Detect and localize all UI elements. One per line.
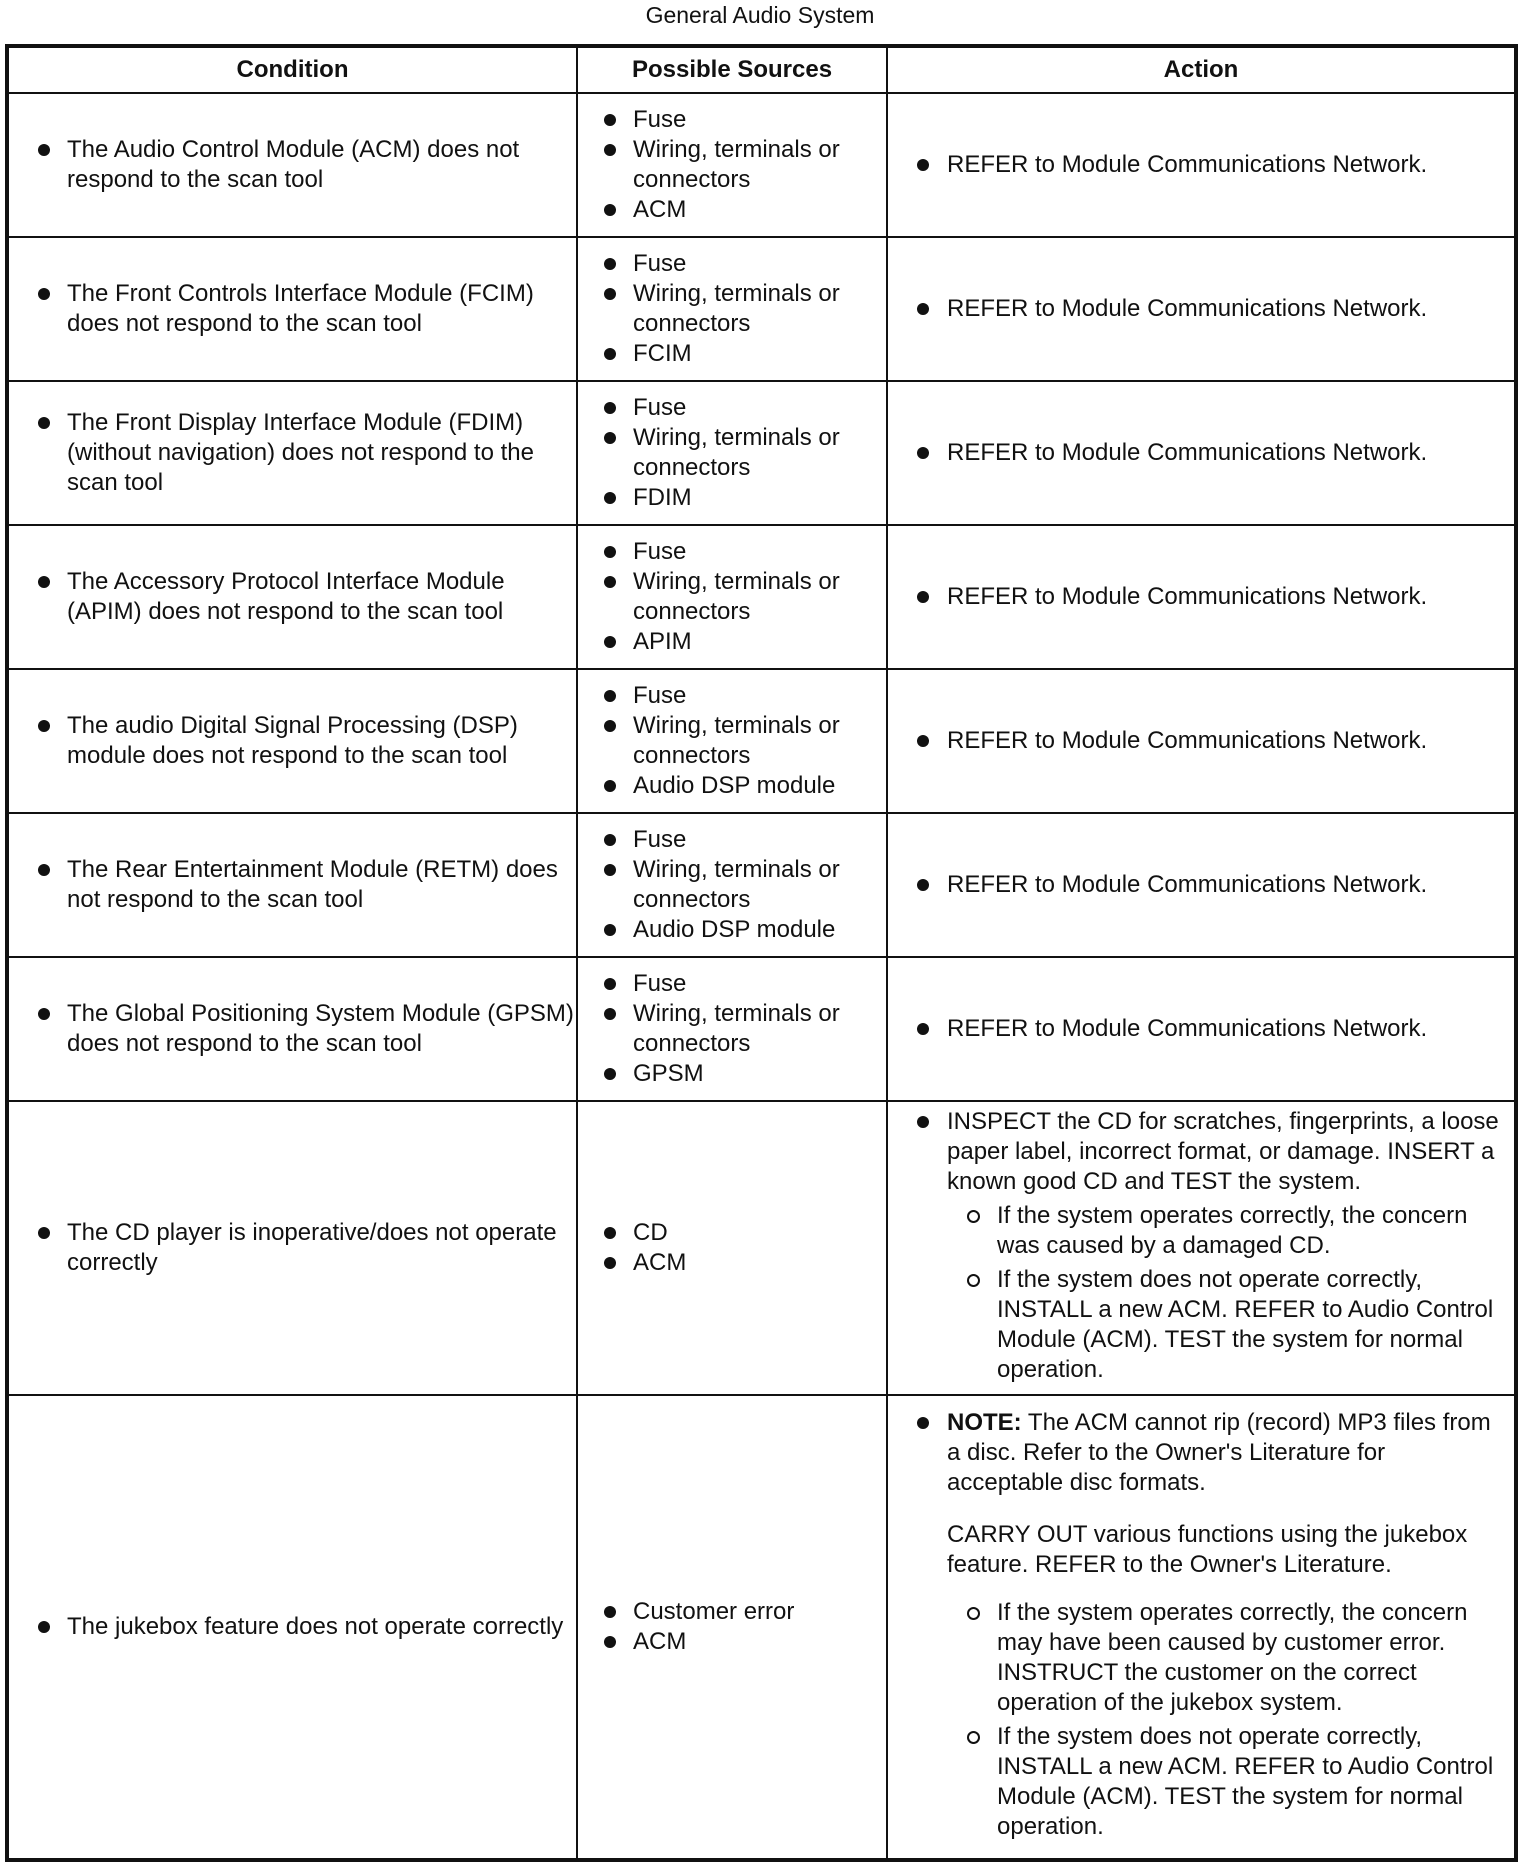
source-item: Wiring, terminals or connectors <box>579 999 885 1059</box>
source-item: FCIM <box>579 339 885 369</box>
diagnosis-table <box>5 44 1518 1862</box>
action-subitem: If the system does not operate correctly, INSTALL a new ACM. REFER to Audio Control Module (ACM). TEST the system for normal operation. <box>947 1722 1504 1842</box>
sources-cell <box>577 1395 887 1860</box>
source-item: Wiring, terminals or connectors <box>579 855 885 915</box>
action-text: REFER to Module Communications Network. <box>889 582 1504 612</box>
condition-text: The audio Digital Signal Processing (DSP) module does not respond to the scan tool <box>10 711 575 771</box>
condition-cell <box>7 93 577 237</box>
source-item: Audio DSP module <box>579 771 885 801</box>
condition-cell <box>7 1395 577 1860</box>
header-condition: Condition <box>7 46 577 93</box>
header-action: Action <box>887 46 1516 93</box>
condition-cell <box>7 525 577 669</box>
source-item: Fuse <box>579 969 885 999</box>
source-item: Wiring, terminals or connectors <box>579 567 885 627</box>
action-cell <box>887 957 1516 1101</box>
source-item: Fuse <box>579 825 885 855</box>
header-row <box>7 46 1516 93</box>
source-item: ACM <box>579 1627 885 1657</box>
condition-cell <box>7 1101 577 1395</box>
action-cell <box>887 237 1516 381</box>
note-label: NOTE: <box>947 1409 1022 1436</box>
source-item: CD <box>579 1218 885 1248</box>
source-item: Customer error <box>579 1597 885 1627</box>
sources-cell <box>577 813 887 957</box>
table-row <box>7 525 1516 669</box>
source-item: Fuse <box>579 105 885 135</box>
condition-text: The Front Display Interface Module (FDIM) (without navigation) does not respond to the scan tool <box>10 408 575 498</box>
sources-cell <box>577 957 887 1101</box>
table-row <box>7 669 1516 813</box>
condition-text: The Rear Entertainment Module (RETM) does not respond to the scan tool <box>10 855 575 915</box>
condition-text: The Global Positioning System Module (GPSM) does not respond to the scan tool <box>10 999 575 1059</box>
source-item: Wiring, terminals or connectors <box>579 279 885 339</box>
condition-text: The jukebox feature does not operate correctly <box>10 1612 575 1642</box>
action-cell <box>887 669 1516 813</box>
condition-cell <box>7 957 577 1101</box>
source-item: FDIM <box>579 483 885 513</box>
action-text: REFER to Module Communications Network. <box>889 1014 1504 1044</box>
table-row <box>7 93 1516 237</box>
source-item: Audio DSP module <box>579 915 885 945</box>
condition-cell <box>7 381 577 525</box>
action-subitem: If the system does not operate correctly, INSTALL a new ACM. REFER to Audio Control Module (ACM). TEST the system for normal operation. <box>947 1265 1504 1385</box>
action-text: REFER to Module Communications Network. <box>889 870 1504 900</box>
sources-cell <box>577 93 887 237</box>
action-subitem: If the system operates correctly, the concern may have been caused by customer error. INSTRUCT the customer on the correct operation of the jukebox system. <box>947 1598 1504 1718</box>
action-text: CARRY OUT various functions using the jukebox feature. REFER to the Owner's Literature. <box>947 1521 1468 1578</box>
table-row-jukebox <box>7 1395 1516 1860</box>
action-cell <box>887 813 1516 957</box>
table-row <box>7 957 1516 1101</box>
source-item: Fuse <box>579 393 885 423</box>
action-text: INSPECT the CD for scratches, fingerprints, a loose paper label, incorrect format, or damage. INSERT a known good CD and TEST the system. <box>947 1108 1499 1195</box>
source-item: Fuse <box>579 681 885 711</box>
sources-cell <box>577 669 887 813</box>
action-text: REFER to Module Communications Network. <box>889 438 1504 468</box>
sources-cell <box>577 525 887 669</box>
action-item <box>889 1107 1504 1385</box>
condition-text: The CD player is inoperative/does not operate correctly <box>10 1218 575 1278</box>
note-paragraph <box>947 1408 1504 1498</box>
condition-text: The Front Controls Interface Module (FCIM) does not respond to the scan tool <box>10 279 575 339</box>
sources-cell <box>577 1101 887 1395</box>
table-row <box>7 381 1516 525</box>
action-cell <box>887 381 1516 525</box>
table-row-cd <box>7 1101 1516 1395</box>
source-item: Wiring, terminals or connectors <box>579 711 885 771</box>
source-item: ACM <box>579 195 885 225</box>
source-item: GPSM <box>579 1059 885 1089</box>
action-text: REFER to Module Communications Network. <box>889 150 1504 180</box>
table-row <box>7 813 1516 957</box>
action-cell <box>887 1395 1516 1860</box>
source-item: Fuse <box>579 537 885 567</box>
source-item: APIM <box>579 627 885 657</box>
action-item <box>889 1408 1504 1842</box>
source-item: Fuse <box>579 249 885 279</box>
page-title: General Audio System <box>645 2 875 28</box>
sources-cell <box>577 381 887 525</box>
source-item: Wiring, terminals or connectors <box>579 423 885 483</box>
action-text: REFER to Module Communications Network. <box>889 294 1504 324</box>
header-sources: Possible Sources <box>577 46 887 93</box>
action-text: REFER to Module Communications Network. <box>889 726 1504 756</box>
condition-cell <box>7 813 577 957</box>
source-item: ACM <box>579 1248 885 1278</box>
note-text: The ACM cannot rip (record) MP3 files from a disc. Refer to the Owner's Literature for acceptable disc formats. <box>947 1409 1491 1496</box>
action-cell <box>887 93 1516 237</box>
condition-cell <box>7 669 577 813</box>
condition-cell <box>7 237 577 381</box>
action-subitem: If the system operates correctly, the concern was caused by a damaged CD. <box>947 1201 1504 1261</box>
source-item: Wiring, terminals or connectors <box>579 135 885 195</box>
condition-text: The Accessory Protocol Interface Module (APIM) does not respond to the scan tool <box>10 567 575 627</box>
table-row <box>7 237 1516 381</box>
condition-text: The Audio Control Module (ACM) does not respond to the scan tool <box>10 135 575 195</box>
action-cell <box>887 1101 1516 1395</box>
sources-cell <box>577 237 887 381</box>
action-cell <box>887 525 1516 669</box>
